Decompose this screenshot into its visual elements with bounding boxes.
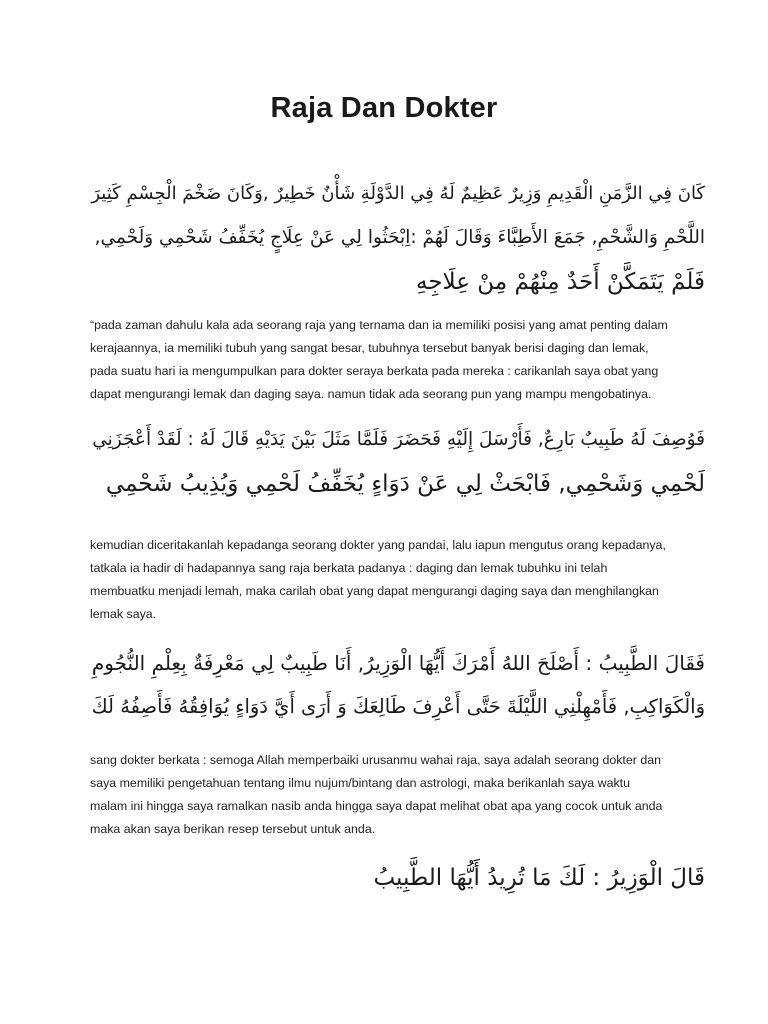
translation-line: tatkala ia hadir di hadapannya sang raja berkata padanya : daging dan lemak tubuhku ini telah <box>90 561 608 575</box>
translation-line: lemak saya. <box>90 607 157 621</box>
arabic-line: فَوُصِفَ لَهُ طَبِيبٌ بَارِعٌ, فَأَرْسَلَ إِلَيْهِ فَحَضَرَ فَلَمَّا مَثَلَ بَيْنَ يَدَيْهِ قَالَ لَهُ : لَقَدْ أَعْجَزَنِي <box>92 429 705 450</box>
arabic-line: فَقَالَ الطَّبِيبُ : أَصْلَحَ اللهُ أَمْرَكَ أَيُّهَا الْوَزِيرُ, أَنَا طَبِيبٌ لِي مَعْرِفَةٌ بِعِلْمِ النُّجُومِ <box>91 651 705 675</box>
translation-line: saya memiliki pengetahuan tentang ilmu nujum/bintang dan astrologi, maka berikanlah saya waktu <box>90 776 630 790</box>
arabic-line: اللَّحْمِ وَالشَّحْمِ, جَمَعَ الأَطِبَّاءَ وَقَالَ لَهُمْ :اِبْحَثُوا لِي عَنْ عِلَاجٍ يُخَفِّفُ شَحْمِي وَلَحْمِي, <box>94 227 705 248</box>
page-title: Raja Dan Dokter <box>270 92 498 124</box>
translation-paragraph-1 <box>90 314 690 406</box>
arabic-paragraph-4 <box>80 856 705 900</box>
arabic-paragraph-3 <box>80 641 705 729</box>
translation-line: kemudian diceritakanlah kepadanga seorang dokter yang pandai, lalu iapun mengutus orang kepadanya, <box>90 538 666 552</box>
translation-paragraph-3 <box>90 749 690 841</box>
arabic-line: كَانَ فِي الزَّمَنِ الْقَدِيمِ وَزِيرٌ عَظِيمٌ لَهُ فِي الدَّوْلَةِ شَأْنٌ خَطِيرٌ ,وَكَانَ ضَخْمَ الْجِسْمِ كَثِيرَ <box>91 183 705 204</box>
translation-line: dapat mengurangi lemak dan daging saya. namun tidak ada seorang pun yang mampu mengobatinya. <box>90 387 652 401</box>
translation-line: pada suatu hari ia mengumpulkan para dokter seraya berkata pada mereka : carikanlah saya obat yang <box>90 364 659 378</box>
translation-line: “pada zaman dahulu kala ada seorang raja yang ternama dan ia memiliki posisi yang amat penting dalam <box>90 318 668 332</box>
translation-line: membuatku menjadi lemah, maka carilah obat yang dapat mengurangi daging saya dan menghilangkan <box>90 584 659 598</box>
arabic-line: لَحْمِي وَشَحْمِي, فَابْحَثْ لِي عَنْ دَوَاءٍ يُخَفِّفُ لَحْمِي وَيُذِيبُ شَحْمِي <box>105 471 705 497</box>
translation-line: sang dokter berkata : semoga Allah memperbaiki urusanmu wahai raja, saya adalah seorang dokter dan <box>90 753 661 767</box>
arabic-paragraph-2 <box>80 418 705 506</box>
translation-line: maka akan saya berikan resep tersebut untuk anda. <box>90 822 376 836</box>
translation-paragraph-2 <box>90 534 690 626</box>
arabic-line: وَالْكَوَاكِبِ, فَأَمْهِلْنِي اللَّيْلَةَ حَتَّى أَعْرِفَ طَالِعَكَ وَ أَرَى أَيَّ دَوَاءٍ يُوَافِقُهُ فَأَصِفُهُ لَكَ <box>91 695 705 718</box>
translation-line: kerajaannya, ia memiliki tubuh yang sangat besar, tubuhnya tersebut banyak berisi daging dan lemak, <box>90 341 649 355</box>
arabic-line: قَالَ الْوَزِيرُ : لَكَ مَا تُرِيدُ أَيُّهَا الطَّبِيبُ <box>373 865 705 891</box>
arabic-paragraph-1 <box>80 172 705 304</box>
translation-line: malam ini hingga saya ramalkan nasib anda hingga saya dapat melihat obat apa yang cocok untuk anda <box>90 799 663 813</box>
arabic-line: فَلَمْ يَتَمَكَّنْ أَحَدٌ مِنْهُمْ مِنْ عِلَاجِهِ <box>416 269 705 295</box>
